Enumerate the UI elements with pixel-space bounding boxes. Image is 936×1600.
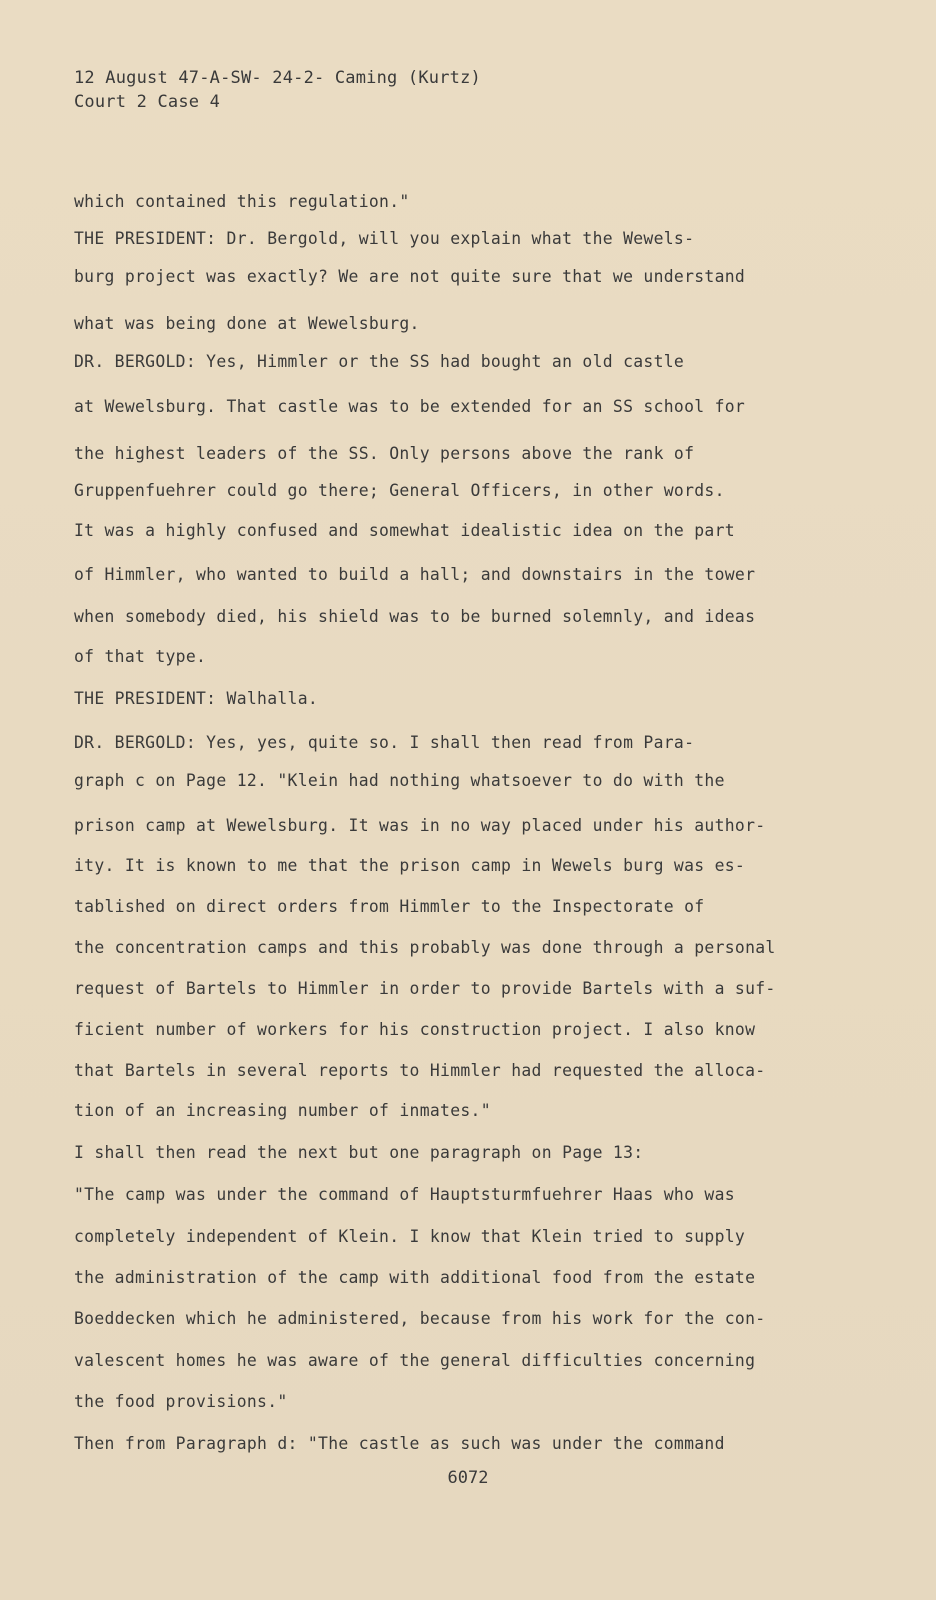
transcript-line: what was being done at Wewelsburg. — [74, 314, 420, 333]
transcript-line: Then from Paragraph d: "The castle as such was under the command — [74, 1434, 725, 1453]
transcript-line: Gruppenfuehrer could go there; General Officers, in other words. — [74, 481, 725, 500]
transcript-line: at Wewelsburg. That castle was to be extended for an SS school for — [74, 397, 746, 416]
transcript-line: graph c on Page 12. "Klein had nothing whatsoever to do with the — [74, 771, 725, 790]
transcript-line: the food provisions." — [74, 1392, 288, 1411]
transcript-line: of Himmler, who wanted to build a hall; and downstairs in the tower — [74, 565, 756, 584]
transcript-line: burg project was exactly? We are not quite sure that we understand — [74, 267, 746, 286]
transcript-line: THE PRESIDENT: Dr. Bergold, will you explain what the Wewels- — [74, 229, 695, 248]
header-court-case: Court 2 Case 4 — [74, 92, 221, 112]
transcript-line: ity. It is known to me that the prison camp in Wewels burg was es- — [74, 856, 746, 875]
transcript-line: when somebody died, his shield was to be burned solemnly, and ideas — [74, 607, 756, 626]
transcript-line: completely independent of Klein. I know that Klein tried to supply — [74, 1227, 746, 1246]
document-header — [74, 66, 481, 114]
transcript-line: THE PRESIDENT: Walhalla. — [74, 689, 319, 708]
transcript-line: It was a highly confused and somewhat idealistic idea on the part — [74, 521, 735, 540]
transcript-line: I shall then read the next but one paragraph on Page 13: — [74, 1143, 644, 1162]
transcript-line: tablished on direct orders from Himmler to the Inspectorate of — [74, 897, 705, 916]
transcript-line: the highest leaders of the SS. Only persons above the rank of — [74, 444, 695, 463]
transcript-line: of that type. — [74, 647, 207, 666]
transcript-line: that Bartels in several reports to Himmler had requested the alloca- — [74, 1061, 766, 1080]
transcript-line: the administration of the camp with additional food from the estate — [74, 1268, 756, 1287]
transcript-line: DR. BERGOLD: Yes, yes, quite so. I shall then read from Para- — [74, 733, 695, 752]
transcript-line: the concentration camps and this probably was done through a personal — [74, 938, 776, 957]
transcript-line: valescent homes he was aware of the general difficulties concerning — [74, 1351, 756, 1370]
header-date-reference: 12 August 47-A-SW- 24-2- Caming (Kurtz) — [74, 68, 481, 88]
transcript-line: DR. BERGOLD: Yes, Himmler or the SS had bought an old castle — [74, 352, 685, 371]
transcript-line: request of Bartels to Himmler in order to provide Bartels with a suf- — [74, 979, 776, 998]
transcript-line: which contained this regulation." — [74, 192, 410, 211]
transcript-line: prison camp at Wewelsburg. It was in no way placed under his author- — [74, 816, 766, 835]
transcript-line: Boeddecken which he administered, because from his work for the con- — [74, 1309, 766, 1328]
transcript-line: "The camp was under the command of Hauptsturmfuehrer Haas who was — [74, 1185, 735, 1204]
page-number: 6072 — [447, 1468, 489, 1488]
transcript-line: tion of an increasing number of inmates." — [74, 1101, 491, 1120]
transcript-line: ficient number of workers for his construction project. I also know — [74, 1020, 756, 1039]
